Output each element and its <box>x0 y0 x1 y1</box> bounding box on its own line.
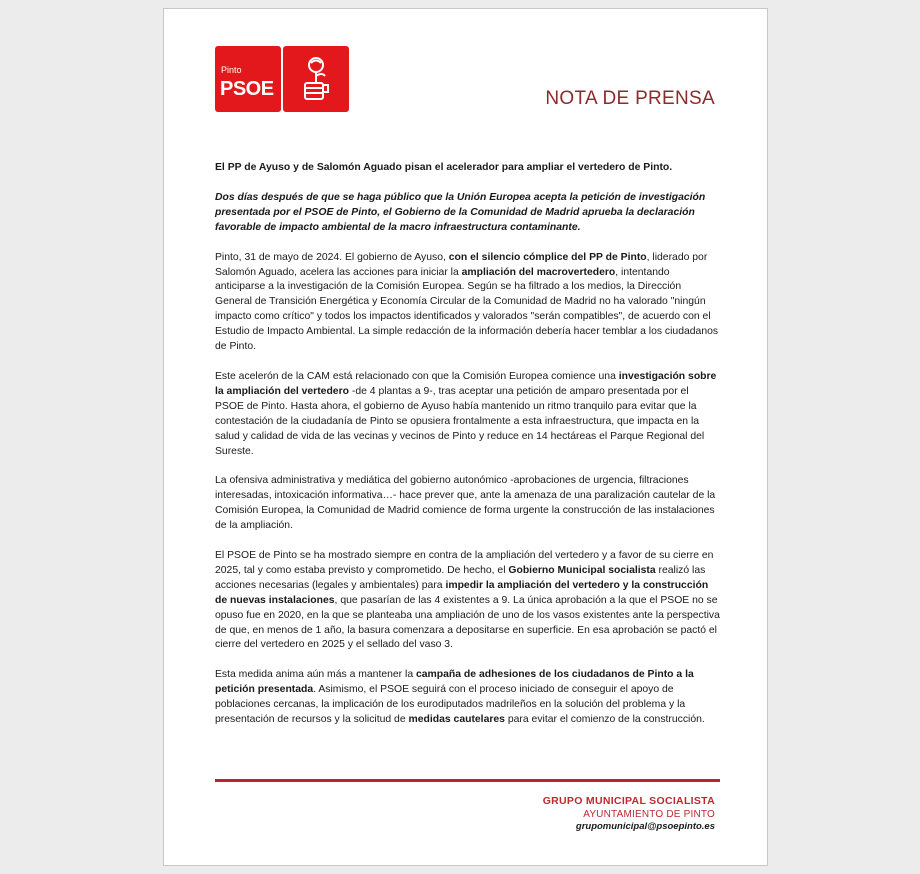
paragraph-2 <box>215 370 720 459</box>
footer <box>543 795 715 833</box>
bold-run: investigación sobre la ampliación del vertedero <box>215 370 717 397</box>
logo-psoe-label: PSOE <box>220 78 274 100</box>
bold-run: con el silencio cómplice del PP de Pinto <box>448 251 647 263</box>
text-run: , intentando anticiparse a la investigación de la Comisión Europea. Según se ha filtrado a los medios, la Dirección General de Transición Energética y Economía Circular de la Comunidad de Madrid no ha valorado "ningún impacto como crítico" y todos los impactos identificados y valorados "serán compatibles", de acuerdo con el Estudio de Impacto Ambiental. La simple redacción de la información debería hacer temblar a los ciudadanos de Pinto. <box>215 266 719 353</box>
bold-run: impedir la ampliación del vertedero y la construcción de nuevas instalaciones <box>215 579 709 606</box>
text-run: , que pasarían de las 4 existentes a 9. La única aprobación a la que el PSOE no se opuso fue en 2020, en la que se planteaba una ampliación de uno de los vasos existentes ante la perspectiva de que, en menos de 1 año, la basura comenzara a depositarse en superficie. En esa aprobación se pactó el cierre del vertedero en 2025 y el sellado del vaso 3. <box>215 594 720 651</box>
footer-group-name: GRUPO MUNICIPAL SOCIALISTA <box>542 795 715 807</box>
paragraph-4 <box>215 549 720 653</box>
text-run: realizó las acciones necesarias (legales y ambientales) para <box>215 564 706 591</box>
paragraph-3: La ofensiva administrativa y mediática del gobierno autonómico -aprobaciones de urgencia, filtraciones interesadas, intoxicación informativa…- hace prever que, ante la amenaza de una paralización cautelar de la Comisión Europea, la Comunidad de Madrid comience de forma urgente la construcción de las instalaciones de la ampliación. <box>215 475 716 532</box>
fist-rose-icon <box>297 54 335 104</box>
footer-email: grupomunicipal@psoepinto.es <box>575 821 715 832</box>
document-page <box>163 8 768 866</box>
text-run: Esta medida anima aún más a mantener la <box>215 669 416 681</box>
text-run: , liderado por Salomón Aguado, acelera las acciones para iniciar la <box>215 251 708 278</box>
lead-paragraph: Dos días después de que se haga público que la Unión Europea acepta la petición de investigación presentada por el PSOE de Pinto, el Gobierno de la Comunidad de Madrid aprueba la declaración favorable de impacto ambiental de la macro infraestructura contaminante. <box>215 191 706 233</box>
press-release-body <box>215 161 720 743</box>
text-run: . Asimismo, el PSOE seguirá con el proceso iniciado de conseguir el apoyo de poblaciones cercanas, la implicación de los eurodiputados madrileños en la solución del problema y la presentación de recursos y la solicitud de <box>215 684 686 726</box>
bold-run: ampliación del macrovertedero <box>461 266 616 278</box>
page-title: NOTA DE PRENSA <box>545 88 715 109</box>
text-run: -de 4 plantas a 9-, tras aceptar una petición de amparo presentada por el PSOE de Pinto. Hasta ahora, el gobierno de Ayuso había mantenido un ritmo tranquilo para evitar que la contestación de la ciudadanía de Pinto se opusiera frontalmente a esta infraestructura, que impacta en la salud y calidad de vida de las vecinas y vecinos de Pinto y reduce en 14 hectáreas el Parque Regional del Sureste. <box>215 385 705 457</box>
text-run: Este acelerón de la CAM está relacionado con que la Comisión Europea comience una <box>215 370 619 382</box>
logo-pinto-label: Pinto <box>221 65 242 75</box>
logo-emblem-box <box>283 46 349 112</box>
logo-text-box <box>215 46 281 112</box>
text-run: El PSOE de Pinto se ha mostrado siempre en contra de la ampliación del vertedero y a favor de su cierre en 2025, tal y como estaba previsto y comprometido. De hecho, el <box>215 550 714 576</box>
paragraph-1 <box>215 251 720 355</box>
text-run: para evitar el comienzo de la construcción. <box>504 714 705 726</box>
paragraph-5 <box>215 668 720 728</box>
footer-divider <box>215 779 720 782</box>
bold-run: Gobierno Municipal socialista <box>508 564 656 576</box>
footer-ayuntamiento: AYUNTAMIENTO DE PINTO <box>583 809 715 820</box>
text-run: Pinto, 31 de mayo de 2024. El gobierno de Ayuso, <box>215 251 449 263</box>
bold-run: campaña de adhesiones de los ciudadanos de Pinto a la petición presentada <box>215 669 694 696</box>
headline: El PP de Ayuso y de Salomón Aguado pisan el acelerador para ampliar el vertedero de Pinto. <box>215 162 673 173</box>
bold-run: medidas cautelares <box>408 714 505 726</box>
